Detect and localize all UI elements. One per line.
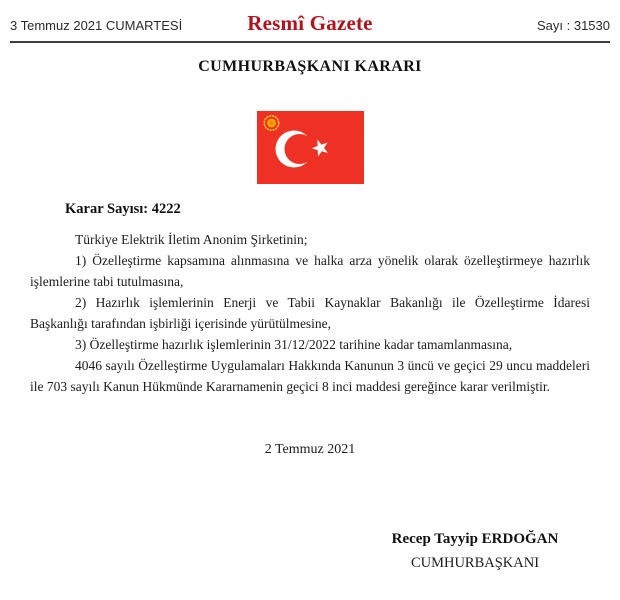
- issue-date: 3 Temmuz 2021 CUMARTESİ: [10, 18, 183, 33]
- decision-number: Karar Sayısı: 4222: [65, 201, 181, 217]
- decision-date: 2 Temmuz 2021: [264, 442, 356, 457]
- body-paragraph: Türkiye Elektrik İletim Anonim Şirketinin;: [75, 232, 308, 247]
- masthead: [0, 0, 620, 36]
- gazette-title: Resmî Gazete: [247, 11, 373, 35]
- masthead-divider: [10, 41, 610, 43]
- body-paragraph: 1) Özelleştirme kapsamına alınmasına ve halka arza yönelik olarak özelleştirmeye hazırlık işlemlerine tabi tutulmasına,: [30, 253, 590, 289]
- body-paragraph: 2) Hazırlık işlemlerinin Enerji ve Tabii Kaynaklar Bakanlığı ile Özelleştirme İdaresi Başkanlığı tarafından işbirliği içerisinde yürütülmesine,: [30, 295, 590, 331]
- document-title: CUMHURBAŞKANI KARARI: [198, 58, 422, 75]
- issue-number: Sayı : 31530: [537, 18, 610, 33]
- body-paragraph: 4046 sayılı Özelleştirme Uygulamaları Hakkında Kanunun 3 üncü ve geçici 29 uncu maddeleri ile 703 sayılı Kanun Hükmünde Kararnamenin geçici 8 inci maddesi gereğince karar verilmiştir.: [30, 358, 590, 394]
- signer-title: CUMHURBAŞKANI: [410, 555, 540, 571]
- turkish-presidential-flag-icon: [257, 111, 364, 184]
- decision-body: [30, 229, 590, 397]
- body-paragraph: 3) Özelleştirme hazırlık işlemlerinin 31/12/2022 tarihine kadar tamamlanmasına,: [75, 337, 513, 352]
- signer-name: Recep Tayyip ERDOĞAN: [391, 531, 559, 547]
- signature-block: [335, 530, 615, 573]
